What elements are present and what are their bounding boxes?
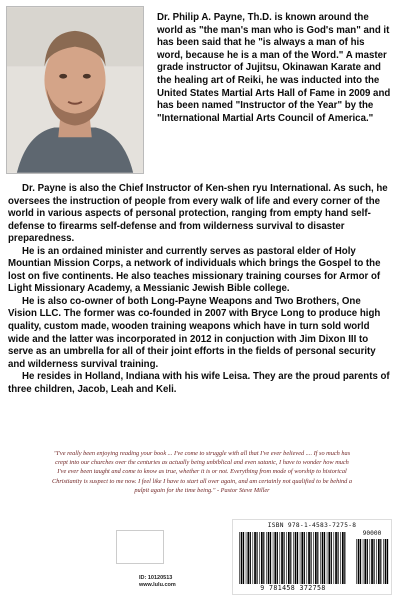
- publisher-id: ID: 10120513: [139, 575, 173, 581]
- barcode-bar: [383, 539, 384, 584]
- barcode-bar: [367, 539, 368, 584]
- barcode-bar: [263, 532, 264, 584]
- barcode-bar: [360, 539, 361, 584]
- barcode-bar: [378, 539, 380, 584]
- barcode-bar: [342, 532, 344, 584]
- barcode-bar: [344, 532, 345, 584]
- barcode-bar: [327, 532, 328, 584]
- barcode-bar: [358, 539, 360, 584]
- barcode-bar: [317, 532, 318, 584]
- barcode-bar: [254, 532, 256, 584]
- barcode-bar: [253, 532, 254, 584]
- barcode-bar: [280, 532, 281, 584]
- barcode-bar: [290, 532, 291, 584]
- author-photo: [6, 6, 144, 174]
- barcode-bar: [295, 532, 297, 584]
- barcode-addon-bars: [355, 539, 389, 584]
- barcode-bar: [243, 532, 244, 584]
- barcode-bar: [281, 532, 283, 584]
- author-bio-body: [8, 183, 392, 396]
- barcode-bar: [308, 532, 310, 584]
- author-bio-lead: Dr. Philip A. Payne, Th.D. is known around the world as "the man's man who is God's man" and it has been said that he "is always a man of his word, because he is a man of the Word." A master grade instructor of Jujitsu, Okinawan Karate and the healing art of Reiki, he was inducted into the United States Martial Arts Hall of Fame in 2009 and has been named "Instructor of the Year" by the "International Martial Arts Council of America.": [157, 12, 391, 124]
- isbn-barcode: [232, 519, 392, 595]
- barcode-bars: [238, 532, 348, 584]
- barcode-bar: [370, 539, 371, 584]
- bio-paragraph: He is an ordained minister and currently serves as pastoral elder of Holy Mountian Mission Corps, a network of individuals which brings the Gospel to the lost on five continents. He also teaches missionary training courses for Armor of Light Missionary Academy, a Messianic Jewish Bible college.: [8, 245, 381, 295]
- barcode-bar: [288, 532, 290, 584]
- barcode-bar: [268, 532, 270, 584]
- barcode-bar: [274, 532, 276, 584]
- barcode-bar: [376, 539, 377, 584]
- barcode-bar: [259, 532, 260, 584]
- publisher-logo-box: [116, 530, 164, 564]
- barcode-bar: [307, 532, 308, 584]
- barcode-bar: [300, 532, 301, 584]
- barcode-bar: [313, 532, 314, 584]
- barcode-bar: [301, 532, 303, 584]
- barcode-bar: [261, 532, 263, 584]
- barcode-bar: [250, 532, 251, 584]
- barcode-bar: [340, 532, 341, 584]
- barcode-bar: [324, 532, 325, 584]
- barcode-bar: [277, 532, 278, 584]
- barcode-bar: [311, 532, 312, 584]
- barcode-bar: [334, 532, 335, 584]
- barcode-bar: [286, 532, 287, 584]
- barcode-bar: [371, 539, 373, 584]
- isbn-digits: 9 781458 372758: [260, 584, 326, 592]
- barcode-bar: [266, 532, 267, 584]
- barcode-bar: [315, 532, 317, 584]
- barcode-bar: [239, 532, 240, 584]
- barcode-bar: [363, 539, 364, 584]
- barcode-addon-digits: 90000: [362, 530, 382, 537]
- barcode-bar: [356, 539, 357, 584]
- barcode-bar: [257, 532, 258, 584]
- barcode-bar: [273, 532, 274, 584]
- barcode-bar: [270, 532, 271, 584]
- barcode-bar: [322, 532, 324, 584]
- barcode-bar: [297, 532, 298, 584]
- publisher-url: www.lulu.com: [139, 582, 176, 588]
- bio-paragraph: He is also co-owner of both Long-Payne Weapons and Two Brothers, One Vision LLC. The former was co-founded in 2007 with Bryce Long to produce high quality, custom made, wooden training weapons which have in turn sold world wide and the latter was incorporated in 2012 in conjuction with Jim Dixon III to serve as an umbrella for all of their joint efforts in the fields of personal security and wilderness survival training.: [8, 295, 381, 370]
- barcode-bar: [284, 532, 285, 584]
- barcode-bar: [304, 532, 305, 584]
- isbn-label: ISBN 978-1-4583-7275-8: [267, 522, 357, 529]
- barcode-bar: [364, 539, 366, 584]
- barcode-bar: [374, 539, 375, 584]
- barcode-bar: [320, 532, 321, 584]
- barcode-bar: [331, 532, 332, 584]
- barcode-bar: [247, 532, 249, 584]
- barcode-bar: [338, 532, 339, 584]
- barcode-bar: [380, 539, 381, 584]
- barcode-bar: [246, 532, 247, 584]
- bio-paragraph: He resides in Holland, Indiana with his wife Leisa. They are the proud parents of three children, Jacob, Leah and Keli.: [8, 371, 390, 395]
- bio-paragraph: Dr. Payne is also the Chief Instructor of Ken-shen ryu International. As such, he oversees the instruction of people from every walk of life and every corner of the world in various aspects of personal protection, ranging from empty hand self-defense to firearms self-defense and from wilderness survival to disaster preparedness.: [8, 183, 388, 245]
- barcode-bar: [385, 539, 387, 584]
- barcode-bar: [328, 532, 330, 584]
- barcode-bar: [293, 532, 294, 584]
- barcode-bar: [241, 532, 243, 584]
- testimonial-quote: "I've really been enjoying reading your book ... I've come to struggle with all that I've ever believed .... If so much has crept into our churches over the centuries as actually being unbiblical and even satanic, I have to wonder how much I've ever been taught and come to know as true, whether it is or not. Everything from mode of worship to historical Christianity is suspect to me now. I feel like I have to start all over again, and am certainly not qualified to be behind a pulpit again for the time being." - Pastor Steve Miller: [52, 450, 352, 494]
- barcode-bar: [387, 539, 388, 584]
- barcode-bar: [335, 532, 337, 584]
